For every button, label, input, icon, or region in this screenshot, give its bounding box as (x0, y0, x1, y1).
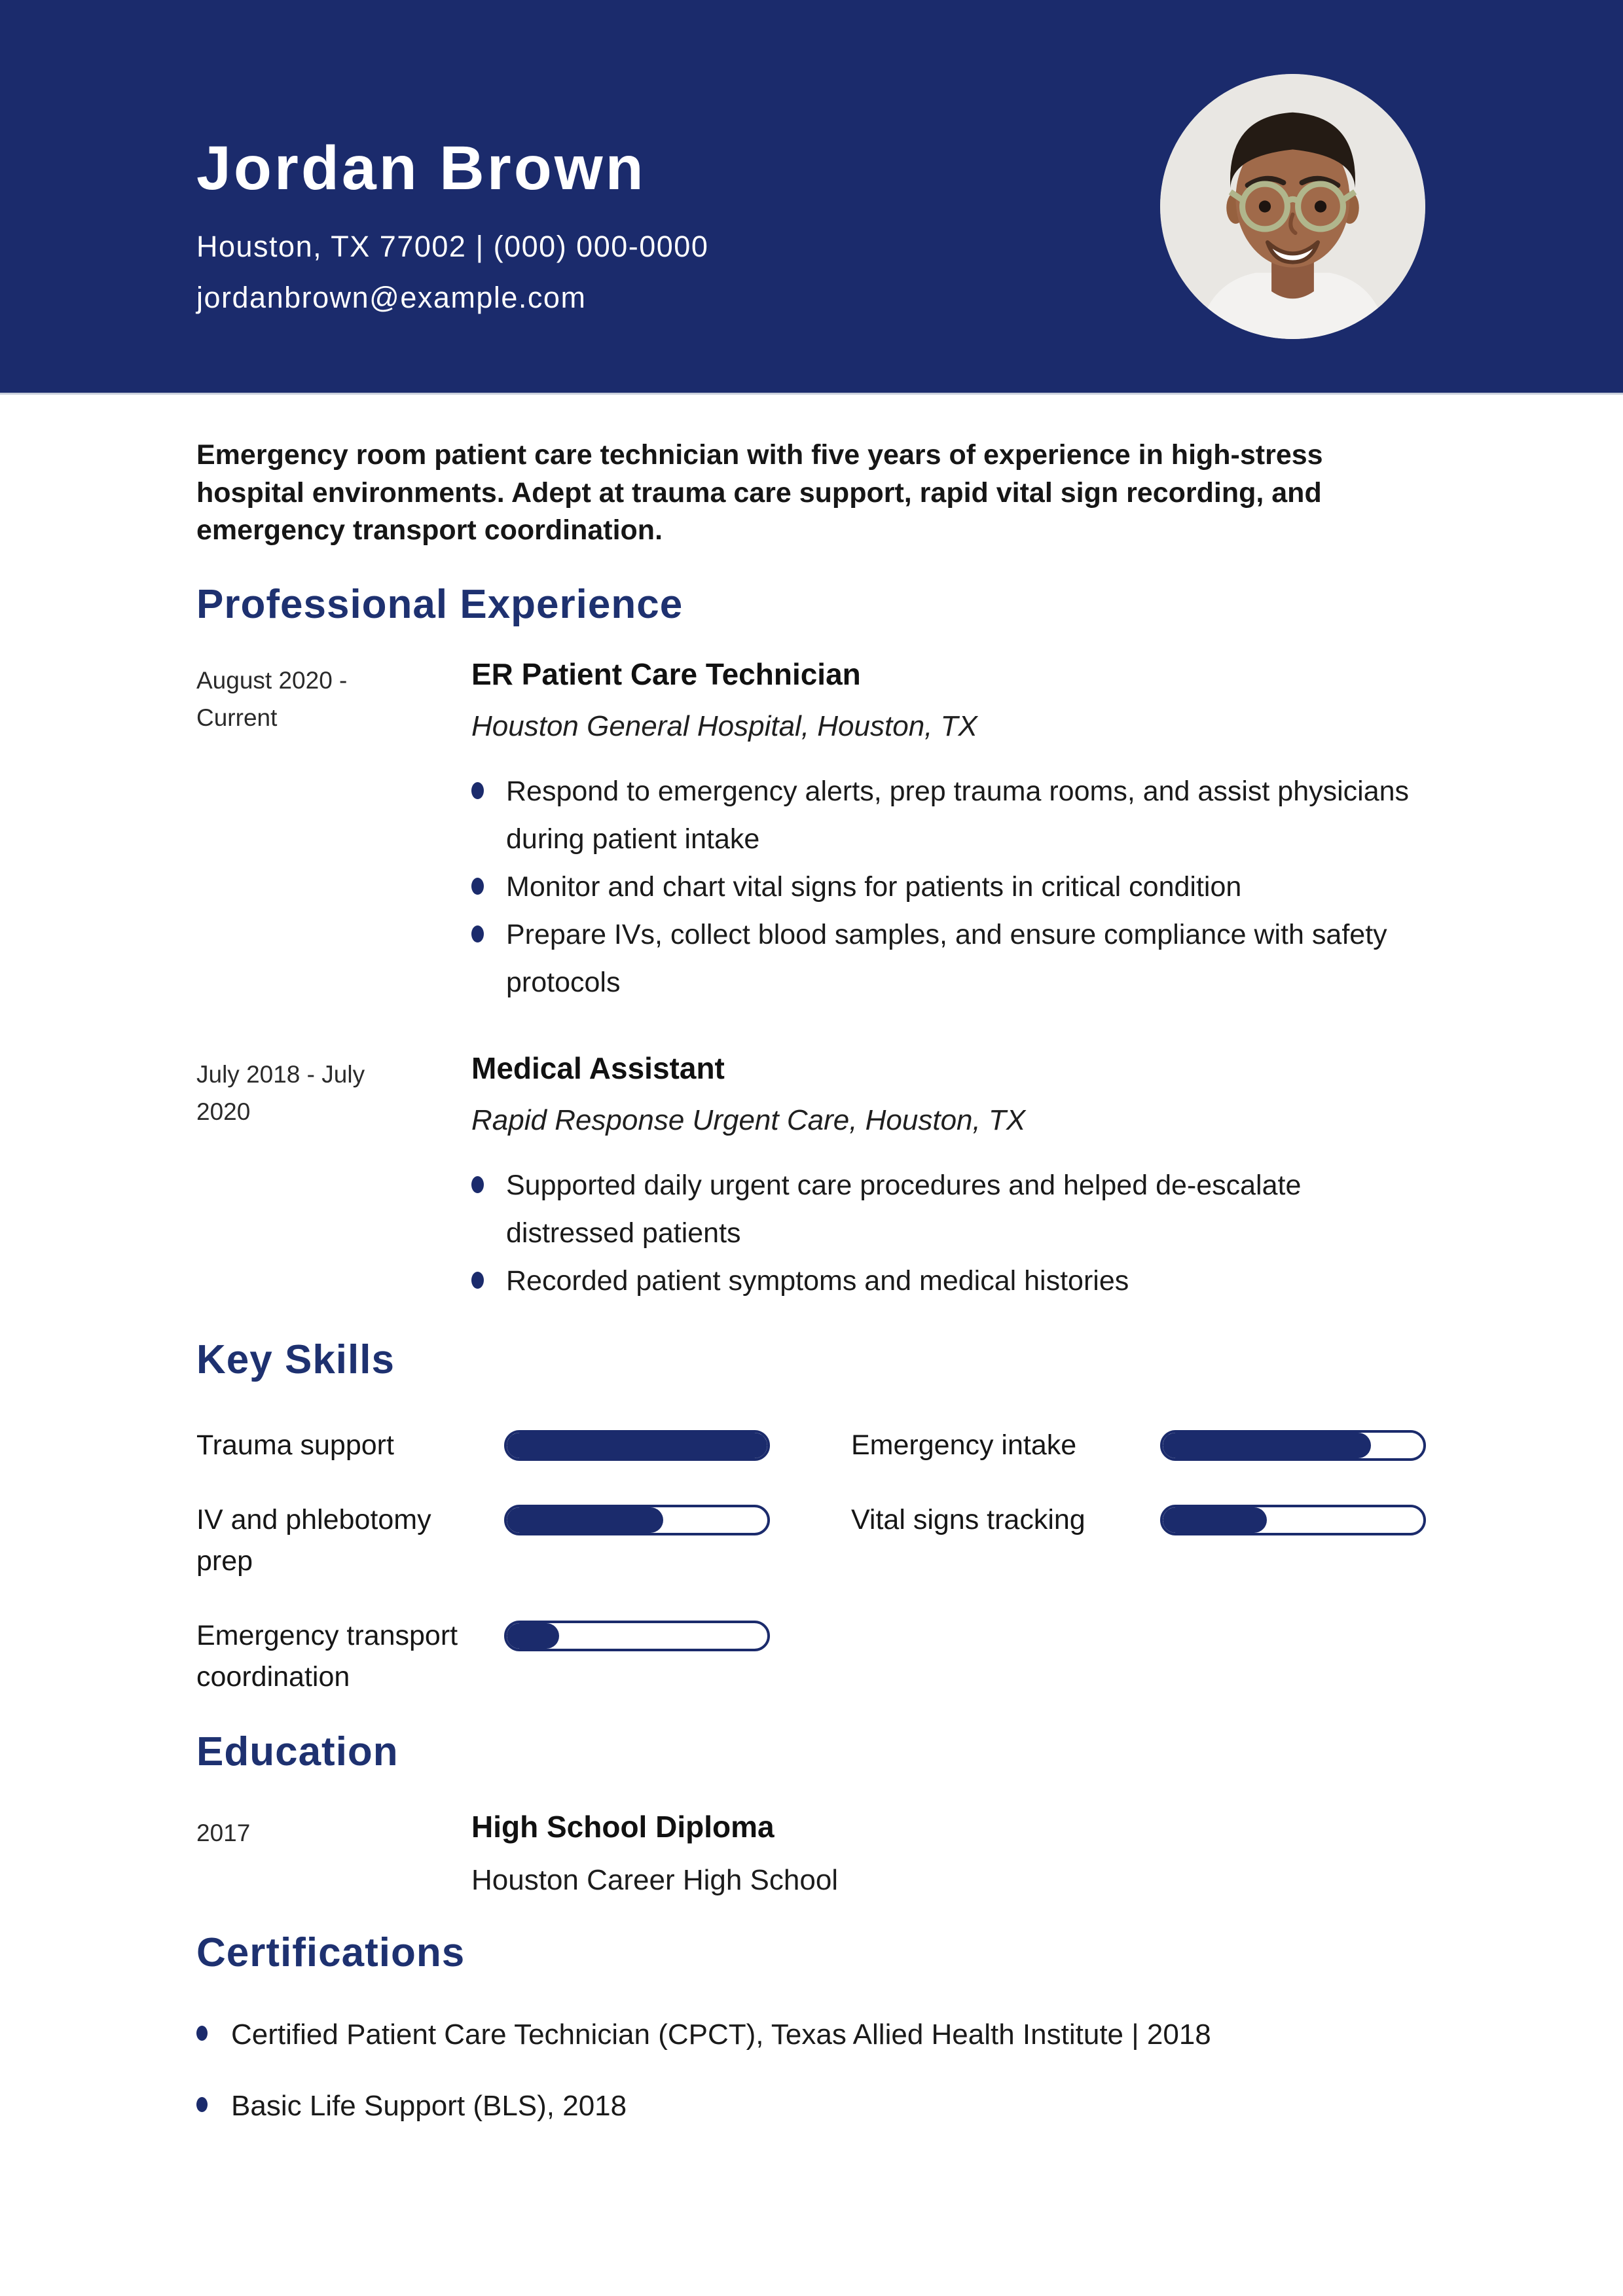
section-title-skills: Key Skills (196, 1336, 395, 1382)
header-band (0, 0, 1623, 395)
bullet-dot-icon (471, 925, 484, 942)
job-title: ER Patient Care Technician (471, 657, 861, 692)
section-title-certifications: Certifications (196, 1930, 465, 1976)
skill-label: Trauma support (196, 1429, 394, 1462)
education-entry (196, 1809, 1427, 1898)
degree-title: High School Diploma (471, 1810, 775, 1844)
job-bullet-list (471, 768, 1427, 1007)
bullet-text: Monitor and chart vital signs for patients in critical condition (506, 871, 1242, 903)
skill-bar-fill (507, 1433, 767, 1458)
bullet-text: Recorded patient symptoms and medical histories (506, 1265, 1129, 1297)
skill-bar (1160, 1430, 1426, 1461)
skill-bar (504, 1621, 770, 1651)
list-item (471, 1257, 1427, 1305)
skill-bar (504, 1430, 770, 1461)
skill-label: IV and phlebotomy prep (196, 1504, 431, 1577)
avatar-icon (1160, 74, 1425, 339)
bullet-text: Supported daily urgent care procedures and helped de-escalate distressed patients (506, 1169, 1302, 1249)
skill-label: Emergency transport coordination (196, 1620, 458, 1693)
list-item (196, 2088, 1427, 2124)
skill-label: Emergency intake (851, 1429, 1077, 1462)
profile-photo (1160, 74, 1425, 339)
company-name: Houston General Hospital, Houston, TX (471, 710, 977, 743)
experience-entry (196, 656, 1427, 1007)
skill-bar (1160, 1505, 1426, 1535)
bullet-dot-icon (471, 878, 484, 895)
contact-line: Houston, TX 77002 | (000) 000-0000 (196, 230, 709, 263)
section-title-experience: Professional Experience (196, 581, 684, 627)
job-title: Medical Assistant (471, 1050, 725, 1085)
skill-bar-fill (507, 1507, 663, 1533)
section-title-education: Education (196, 1729, 399, 1774)
bullet-dot-icon (471, 782, 484, 799)
entry-dates: July 2018 - July 2020 (196, 1060, 365, 1125)
school-name: Houston Career High School (471, 1864, 839, 1897)
certifications-list (196, 2017, 1427, 2124)
certification-text: Basic Life Support (BLS), 2018 (231, 2090, 627, 2123)
entry-dates: August 2020 - Current (196, 667, 348, 732)
skill-bar (504, 1505, 770, 1535)
certification-text: Certified Patient Care Technician (CPCT), Texas Allied Health Institute | 2018 (231, 2018, 1211, 2051)
job-bullet-list (471, 1162, 1427, 1305)
list-item (471, 1162, 1427, 1257)
summary-text: Emergency room patient care technician with five years of experience in high-stress hospital environments. Adept at trauma care support, rapid vital sign recording, and emergency transport coordination. (196, 439, 1323, 547)
bullet-dot-icon (196, 2097, 208, 2112)
person-name: Jordan Brown (196, 134, 646, 203)
bullet-text: Prepare IVs, collect blood samples, and ensure compliance with safety protocols (506, 919, 1387, 999)
education-year: 2017 (196, 1820, 251, 1847)
bullet-dot-icon (471, 1272, 484, 1289)
skill-bar-fill (1163, 1507, 1267, 1533)
list-item (471, 863, 1427, 911)
skill-bar-fill (1163, 1433, 1371, 1458)
skills-grid (196, 1425, 1427, 1697)
email-address: jordanbrown@example.com (196, 281, 587, 314)
company-name: Rapid Response Urgent Care, Houston, TX (471, 1103, 1026, 1136)
bullet-text: Respond to emergency alerts, prep trauma rooms, and assist physicians during patient intake (506, 776, 1410, 855)
bullet-dot-icon (196, 2026, 208, 2041)
list-item (471, 911, 1427, 1007)
experience-entry (196, 1050, 1427, 1305)
list-item (196, 2017, 1427, 2053)
resume-body (0, 437, 1623, 2124)
skill-label: Vital signs tracking (851, 1504, 1085, 1536)
bullet-dot-icon (471, 1176, 484, 1193)
list-item (471, 768, 1427, 863)
skill-bar-fill (507, 1623, 559, 1649)
